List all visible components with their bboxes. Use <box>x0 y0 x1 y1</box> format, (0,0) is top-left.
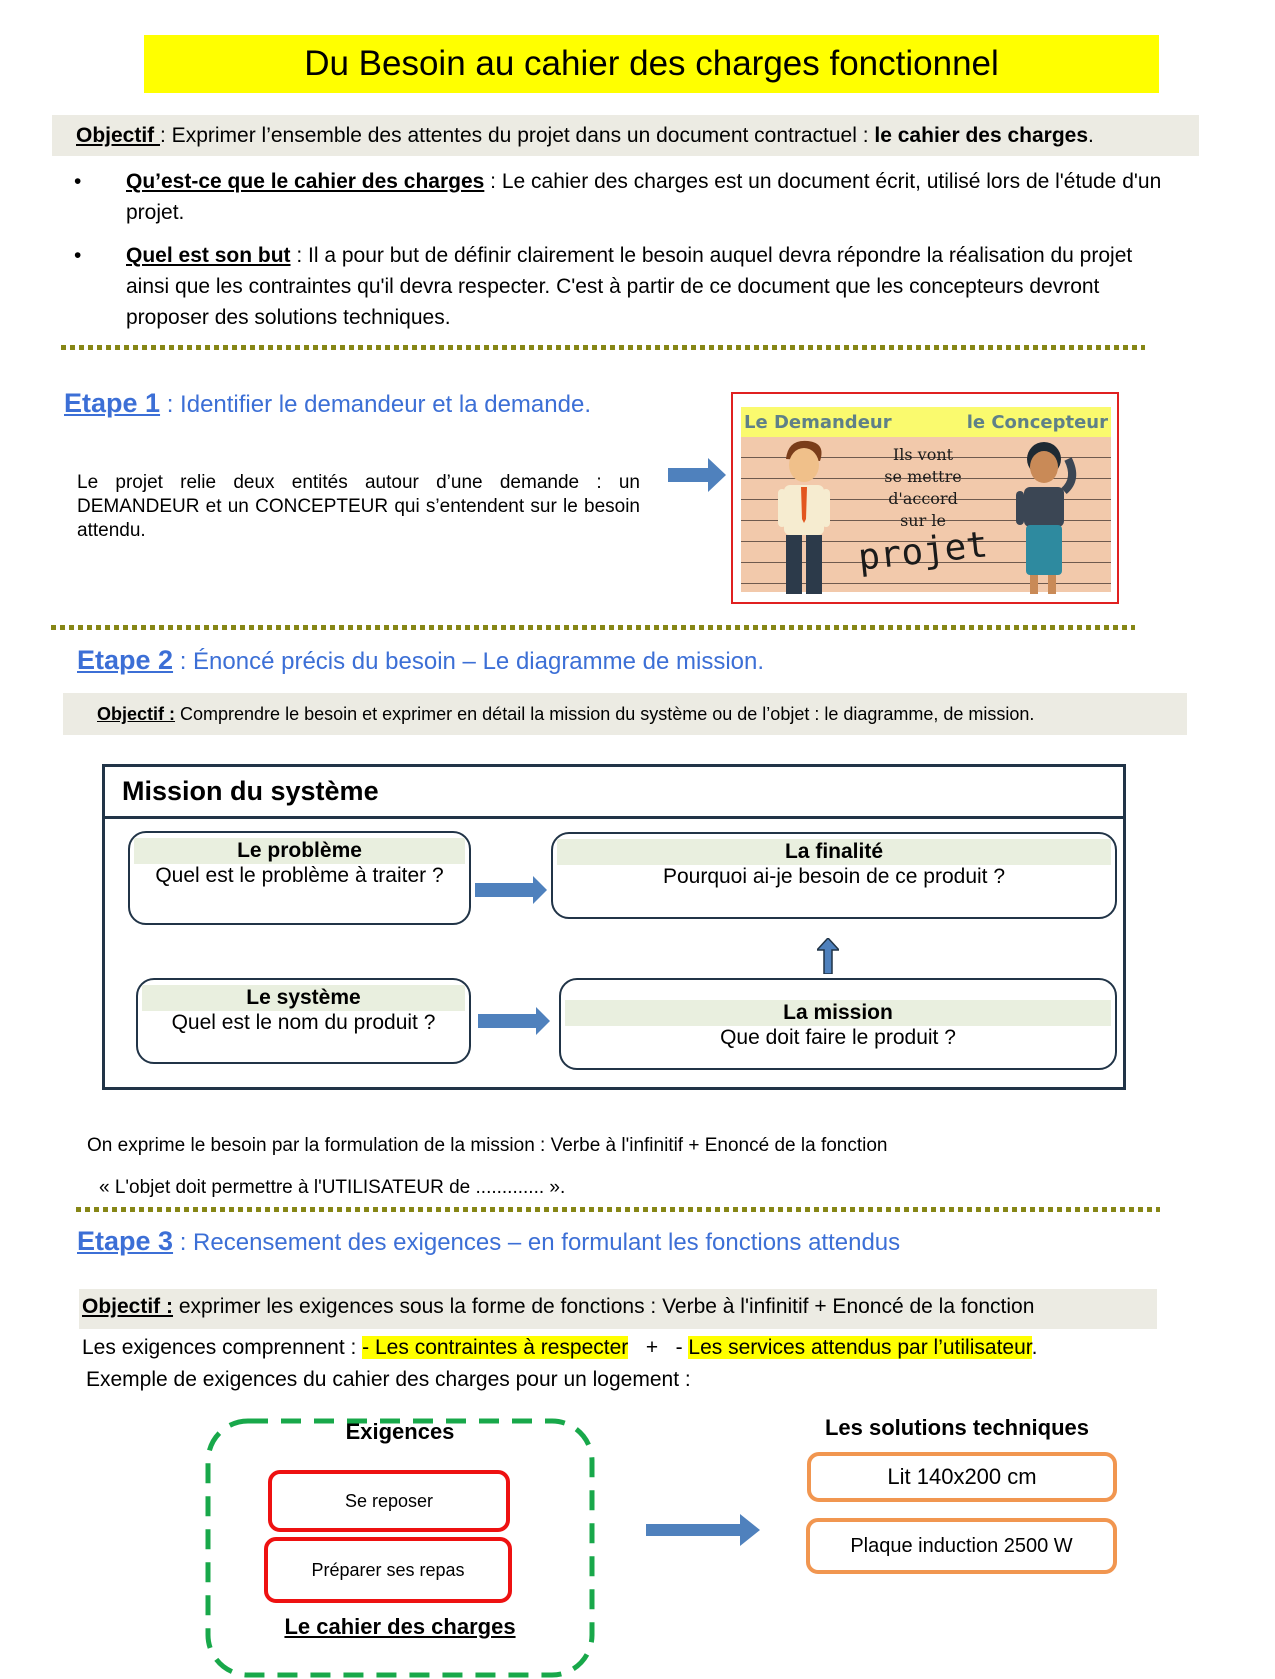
bullet-label: Qu’est-ce que le cahier des charges <box>126 170 485 193</box>
mission-quote: « L'objet doit permettre à l'UTILISATEUR de ............. ». <box>99 1177 566 1198</box>
illustration-line: se mettre <box>884 467 962 486</box>
objective-label: Objectif : <box>97 704 176 724</box>
requirement-preparer-repas <box>264 1537 512 1603</box>
requirement-label: Se reposer <box>344 1490 434 1511</box>
exigences-intro: Les exigences comprennent : <box>82 1336 363 1359</box>
box-systeme <box>136 978 471 1064</box>
solution-label: Plaque induction 2500 W <box>850 1534 1073 1557</box>
illustration-text <box>856 444 990 579</box>
box-header: La finalité <box>557 839 1111 865</box>
arrow-right-icon <box>475 876 547 904</box>
example-text: Exemple de exigences du cahier des charges pour un logement : <box>86 1368 691 1391</box>
objective-end: . <box>1088 124 1094 147</box>
box-question: Quel est le nom du produit ? <box>171 1011 436 1034</box>
objective-bold: le cahier des charges <box>874 124 1089 147</box>
exigence-contraintes: - Les contraintes à respecter <box>362 1336 629 1359</box>
box-header: Le système <box>142 985 465 1011</box>
box-mission <box>559 978 1117 1070</box>
arrow-right-icon <box>668 458 728 492</box>
objective-label: Objectif <box>76 124 161 147</box>
etape3-heading <box>77 1226 900 1257</box>
etape3-title: : Recensement des exigences – en formulant les fonctions attendus <box>173 1229 901 1256</box>
title-text: Du Besoin au cahier des charges fonctionnel <box>304 44 999 83</box>
solutions-heading: Les solutions techniques <box>824 1415 1090 1440</box>
illustration-line: sur le <box>900 511 946 530</box>
exigence-services: Les services attendus par l’utilisateur <box>688 1336 1032 1359</box>
demandeur-concepteur-illustration <box>731 392 1119 604</box>
exigences-heading: Exigences <box>345 1419 455 1444</box>
solution-lit <box>807 1452 1117 1502</box>
exigence-end: . <box>1031 1336 1038 1359</box>
etape1-text: Le projet relie deux entités autour d’une demande : un DEMANDEUR et un CONCEPTEUR qui s’entendent sur le besoin attendu. <box>77 472 640 541</box>
arrow-right-icon <box>478 1007 550 1035</box>
illustration-line: d'accord <box>888 489 958 508</box>
mission-diagram-title: Mission du système <box>105 767 1123 819</box>
requirement-se-reposer <box>268 1470 510 1532</box>
etape2-heading <box>77 645 764 676</box>
etape2-title: : Énoncé précis du besoin – Le diagramme de mission. <box>173 648 765 675</box>
objective-text: Comprendre le besoin et exprimer en détail la mission du système ou de l’objet : le diagramme, de mission. <box>175 704 1035 724</box>
objective-text: exprimer les exigences sous la forme de fonctions : Verbe à l'infinitif + Enoncé de la fonction <box>173 1295 1035 1318</box>
illustration-big-word: projet <box>856 524 990 579</box>
bullet-text: Il a pour but de définir clairement le besoin auquel devra répondre la réalisation du projet ainsi que les contraintes qu'il devra respecter. C'est à partir de ce document que les concepteurs devront proposer des solutions techniques. <box>126 244 1133 329</box>
etape2-objective <box>63 693 1187 735</box>
objective-label: Objectif : <box>82 1295 174 1318</box>
objective-text: : Exprimer l’ensemble des attentes du projet dans un document contractuel : <box>160 124 875 147</box>
bullet-dot-icon: • <box>74 170 82 193</box>
formulation-text: On exprime le besoin par la formulation de la mission : Verbe à l'infinitif + Enoncé de la fonction <box>87 1135 888 1156</box>
bullet-sep: : <box>484 170 502 193</box>
bullet-text: Le cahier des charges est un document écrit, utilisé lors de l'étude d'un projet. <box>126 170 1162 224</box>
illustration-line: Ils vont <box>892 445 954 464</box>
etape2-label: Etape 2 <box>77 645 174 675</box>
box-probleme <box>128 831 471 925</box>
concepteur-figure-icon <box>1008 439 1088 594</box>
mission-diagram <box>102 764 1126 1090</box>
box-question: Que doit faire le produit ? <box>720 1026 956 1049</box>
bullet-label: Quel est son but <box>126 244 291 267</box>
etape1-label: Etape 1 <box>64 388 161 418</box>
requirement-label: Préparer ses repas <box>311 1559 465 1580</box>
box-finalite <box>551 832 1117 919</box>
arrow-up-icon <box>817 938 839 974</box>
document-title <box>144 35 1159 93</box>
box-header: Le problème <box>134 838 465 864</box>
exigences-line <box>82 1336 1037 1360</box>
solution-label: Lit 140x200 cm <box>887 1464 1037 1489</box>
bullet-dot-icon: • <box>74 244 82 267</box>
illustration-header <box>741 407 1111 437</box>
etape1-title: : Identifier le demandeur et la demande. <box>160 391 591 418</box>
solution-plaque-induction <box>806 1518 1117 1574</box>
divider <box>51 625 1135 630</box>
demandeur-figure-icon <box>768 439 838 594</box>
bullet-item <box>52 166 1212 228</box>
etape1-heading <box>64 388 591 419</box>
bullet-item <box>52 240 1172 333</box>
demandeur-label: Le Demandeur <box>744 411 892 433</box>
bullet-sep: : <box>290 244 309 267</box>
box-header: La mission <box>565 1000 1111 1026</box>
divider <box>76 1207 1160 1212</box>
cahier-des-charges-caption: Le cahier des charges <box>284 1614 516 1639</box>
intro-objective <box>52 115 1199 156</box>
concepteur-label: le Concepteur <box>966 411 1108 433</box>
arrow-right-icon <box>646 1514 760 1546</box>
etape3-label: Etape 3 <box>77 1226 174 1256</box>
box-question: Quel est le problème à traiter ? <box>155 864 444 887</box>
divider <box>61 345 1145 350</box>
intro-bullets <box>52 166 1212 333</box>
exigence-plus: + - <box>628 1336 689 1359</box>
etape3-objective <box>79 1289 1157 1329</box>
box-question: Pourquoi ai-je besoin de ce produit ? <box>662 865 1006 888</box>
